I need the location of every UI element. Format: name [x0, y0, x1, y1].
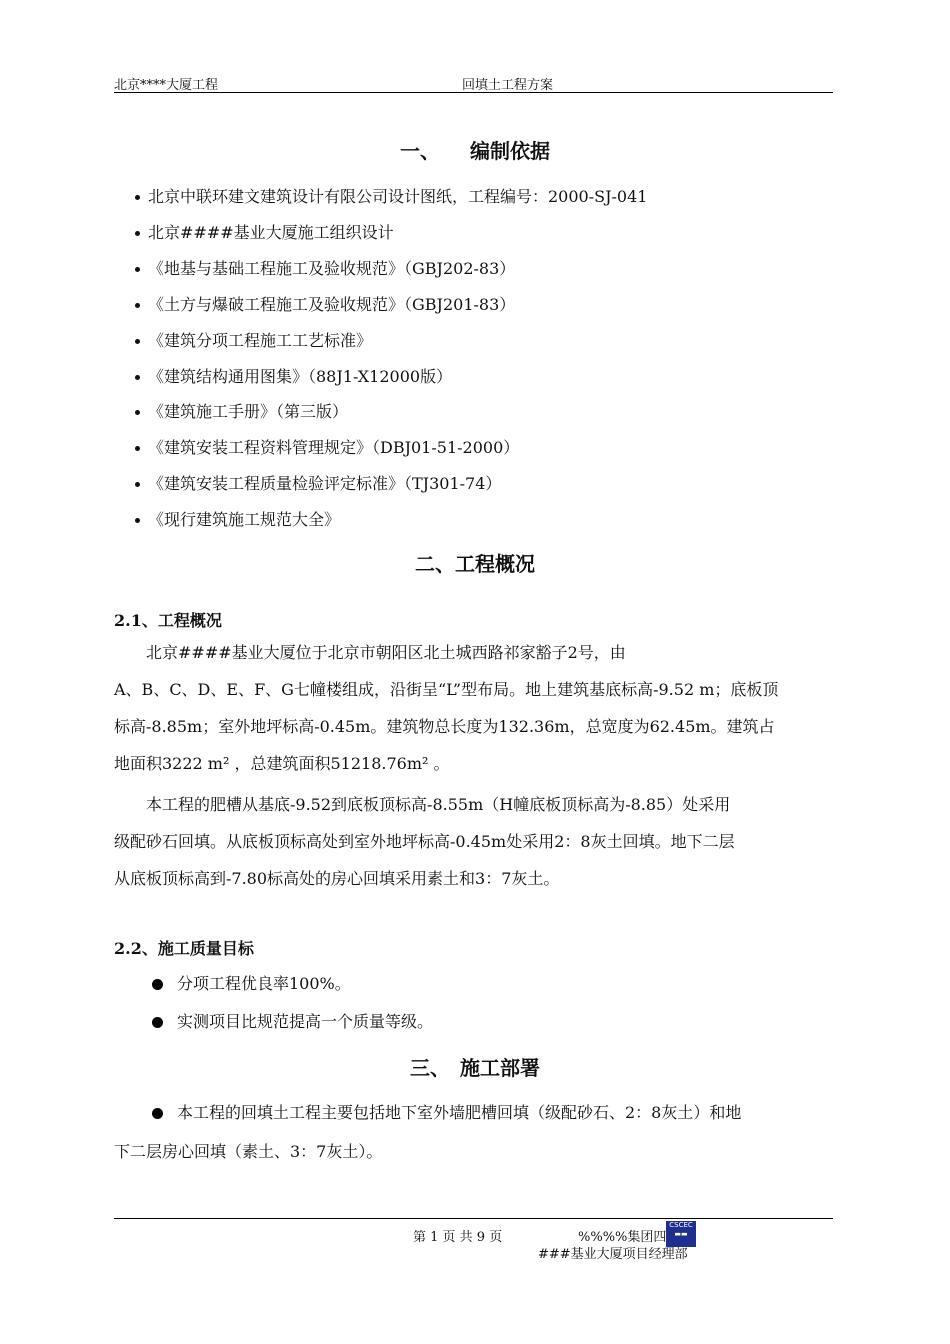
- footer-divider: [114, 1218, 833, 1219]
- subsection-title: 2.1、工程概况: [114, 611, 222, 630]
- header-center: 回填土工程方案: [462, 78, 554, 93]
- list-item: 北京####基业大厦施工组织设计: [135, 220, 394, 243]
- header-left: 北京****大厦工程: [114, 78, 219, 93]
- list-item: 本工程的回填土工程主要包括地下室外墙肥槽回填（级配砂石、2：8灰土）和地: [152, 1100, 741, 1123]
- paragraph: 下二层房心回填（素土、3：7灰土）。: [114, 1142, 383, 1161]
- section3-title: 三、 施工部署: [410, 1056, 540, 1080]
- list-item: 《建筑结构通用图集》（88J1-X12000版）: [135, 364, 452, 387]
- paragraph: 本工程的肥槽从基底-9.52到底板顶标高-8.55m（H幢底板顶标高为-8.85）处采用 级配砂石回填。从底板顶标高处到室外地坪标高-0.45m处采用2：8灰土回填。地下二层 从底板顶标高到-7.80标高处的房心回填采用素土和3：7灰土。: [114, 795, 735, 888]
- bullet-icon: [135, 303, 140, 308]
- bullet-icon: [152, 1017, 163, 1028]
- company-logo-icon: CSCEC ▬▬: [666, 1221, 696, 1247]
- bullet-icon: [152, 979, 163, 990]
- page-number: 第 1 页 共 9 页: [413, 1230, 503, 1245]
- section1-title: 一、 编制依据: [400, 139, 550, 163]
- list-item: 北京中联环建文建筑设计有限公司设计图纸，工程编号：2000-SJ-041: [135, 184, 647, 207]
- bullet-icon: [135, 410, 140, 415]
- list-item: 《现行建筑施工规范大全》: [135, 507, 340, 530]
- header-divider: [114, 92, 833, 93]
- list-item: 《土方与爆破工程施工及验收规范》（GBJ201-83）: [135, 292, 515, 315]
- paragraph: 北京####基业大厦位于北京市朝阳区北土城西路祁家豁子2号，由 A、B、C、D、E、F、G七幢楼组成，沿街呈“L”型布局。地上建筑基底标高-9.52 m；底板顶 标高-8.85m；室外地坪标高-0.45m。建筑物总长度为132.36m，总宽度为62.45m。建筑占 地面积3222 m² ，总建筑面积51218.76m² 。: [114, 643, 779, 773]
- bullet-icon: [135, 375, 140, 380]
- bullet-icon: [135, 267, 140, 272]
- list-item: 实测项目比规范提高一个质量等级。: [152, 1009, 433, 1032]
- bullet-icon: [135, 339, 140, 344]
- bullet-icon: [135, 482, 140, 487]
- bullet-icon: [152, 1108, 163, 1119]
- bullet-icon: [135, 446, 140, 451]
- subsection-title: 2.2、施工质量目标: [114, 939, 254, 958]
- list-item: 《建筑安装工程质量检验评定标准》（TJ301-74）: [135, 471, 501, 494]
- bullet-icon: [135, 231, 140, 236]
- list-item: 《地基与基础工程施工及验收规范》（GBJ202-83）: [135, 256, 515, 279]
- list-item: 《建筑施工手册》（第三版）: [135, 399, 348, 422]
- list-item: 《建筑分项工程施工工艺标准》: [135, 328, 372, 351]
- company-name: %%%%集团四: [578, 1230, 667, 1245]
- bullet-icon: [135, 518, 140, 523]
- list-item: 分项工程优良率100%。: [152, 971, 351, 994]
- list-item: 《建筑安装工程资料管理规定》（DBJ01-51-2000）: [135, 435, 519, 458]
- bullet-icon: [135, 195, 140, 200]
- project-department: ###基业大厦项目经理部: [538, 1247, 688, 1262]
- section2-title: 二、工程概况: [415, 552, 535, 576]
